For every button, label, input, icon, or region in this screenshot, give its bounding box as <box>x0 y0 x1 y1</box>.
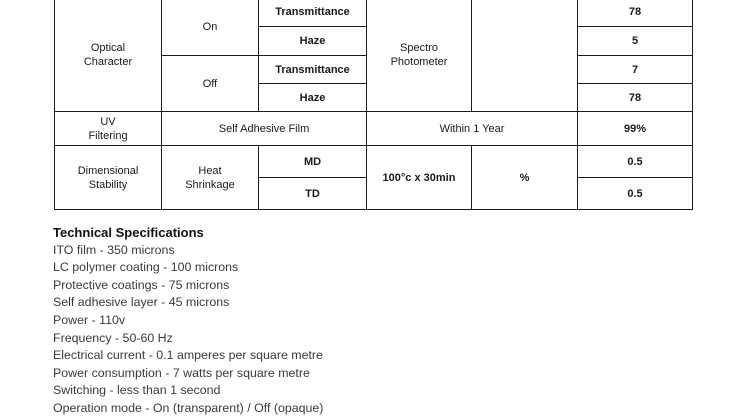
uv-period-label: Within 1 Year <box>367 112 578 146</box>
param-label: Haze <box>259 84 367 112</box>
value-cell: 99% <box>578 112 693 146</box>
list-item: Frequency - 50-60 Hz <box>53 330 173 345</box>
value-cell: 0.5 <box>578 178 693 210</box>
heat-shrinkage-label: Heat Shrinkage <box>162 146 259 210</box>
list-item: Operation mode - On (transparent) / Off (opaque) <box>53 400 324 415</box>
list-item: Power consumption - 7 watts per square metre <box>53 365 310 380</box>
list-item: LC polymer coating - 100 microns <box>53 260 239 275</box>
dimensional-group-label: Dimensional Stability <box>55 146 162 210</box>
value-cell: 5 <box>578 27 693 56</box>
value-cell: 7 <box>578 56 693 84</box>
list-item: ITO film - 350 microns <box>53 242 175 257</box>
optical-group-label: Optical Character <box>55 0 162 112</box>
list-item: Switching - less than 1 second <box>53 383 221 398</box>
list-item: Electrical current - 0.1 amperes per square metre <box>53 348 323 363</box>
state-off-label: Off <box>162 56 259 112</box>
section-title: Technical Specifications <box>53 225 204 240</box>
param-label: MD <box>259 146 367 178</box>
param-label: Transmittance <box>259 0 367 27</box>
condition-label: 100°c x 30min <box>367 146 472 210</box>
unit-cell: % <box>472 146 578 210</box>
value-cell: 0.5 <box>578 146 693 178</box>
list-item: Power - 110v <box>53 312 126 327</box>
uv-group-label: UV Filtering <box>55 112 162 146</box>
unit-cell <box>472 0 578 112</box>
list-item: Protective coatings - 75 microns <box>53 277 230 292</box>
spec-table <box>54 0 693 210</box>
value-cell: 78 <box>578 84 693 112</box>
uv-condition-label: Self Adhesive Film <box>162 112 367 146</box>
state-on-label: On <box>162 0 259 56</box>
value-cell: 78 <box>578 0 693 27</box>
param-label: TD <box>259 178 367 210</box>
method-label: Spectro Photometer <box>367 0 472 112</box>
technical-specifications <box>53 224 453 418</box>
param-label: Transmittance <box>259 56 367 84</box>
param-label: Haze <box>259 27 367 56</box>
list-item: Self adhesive layer - 45 microns <box>53 295 230 310</box>
